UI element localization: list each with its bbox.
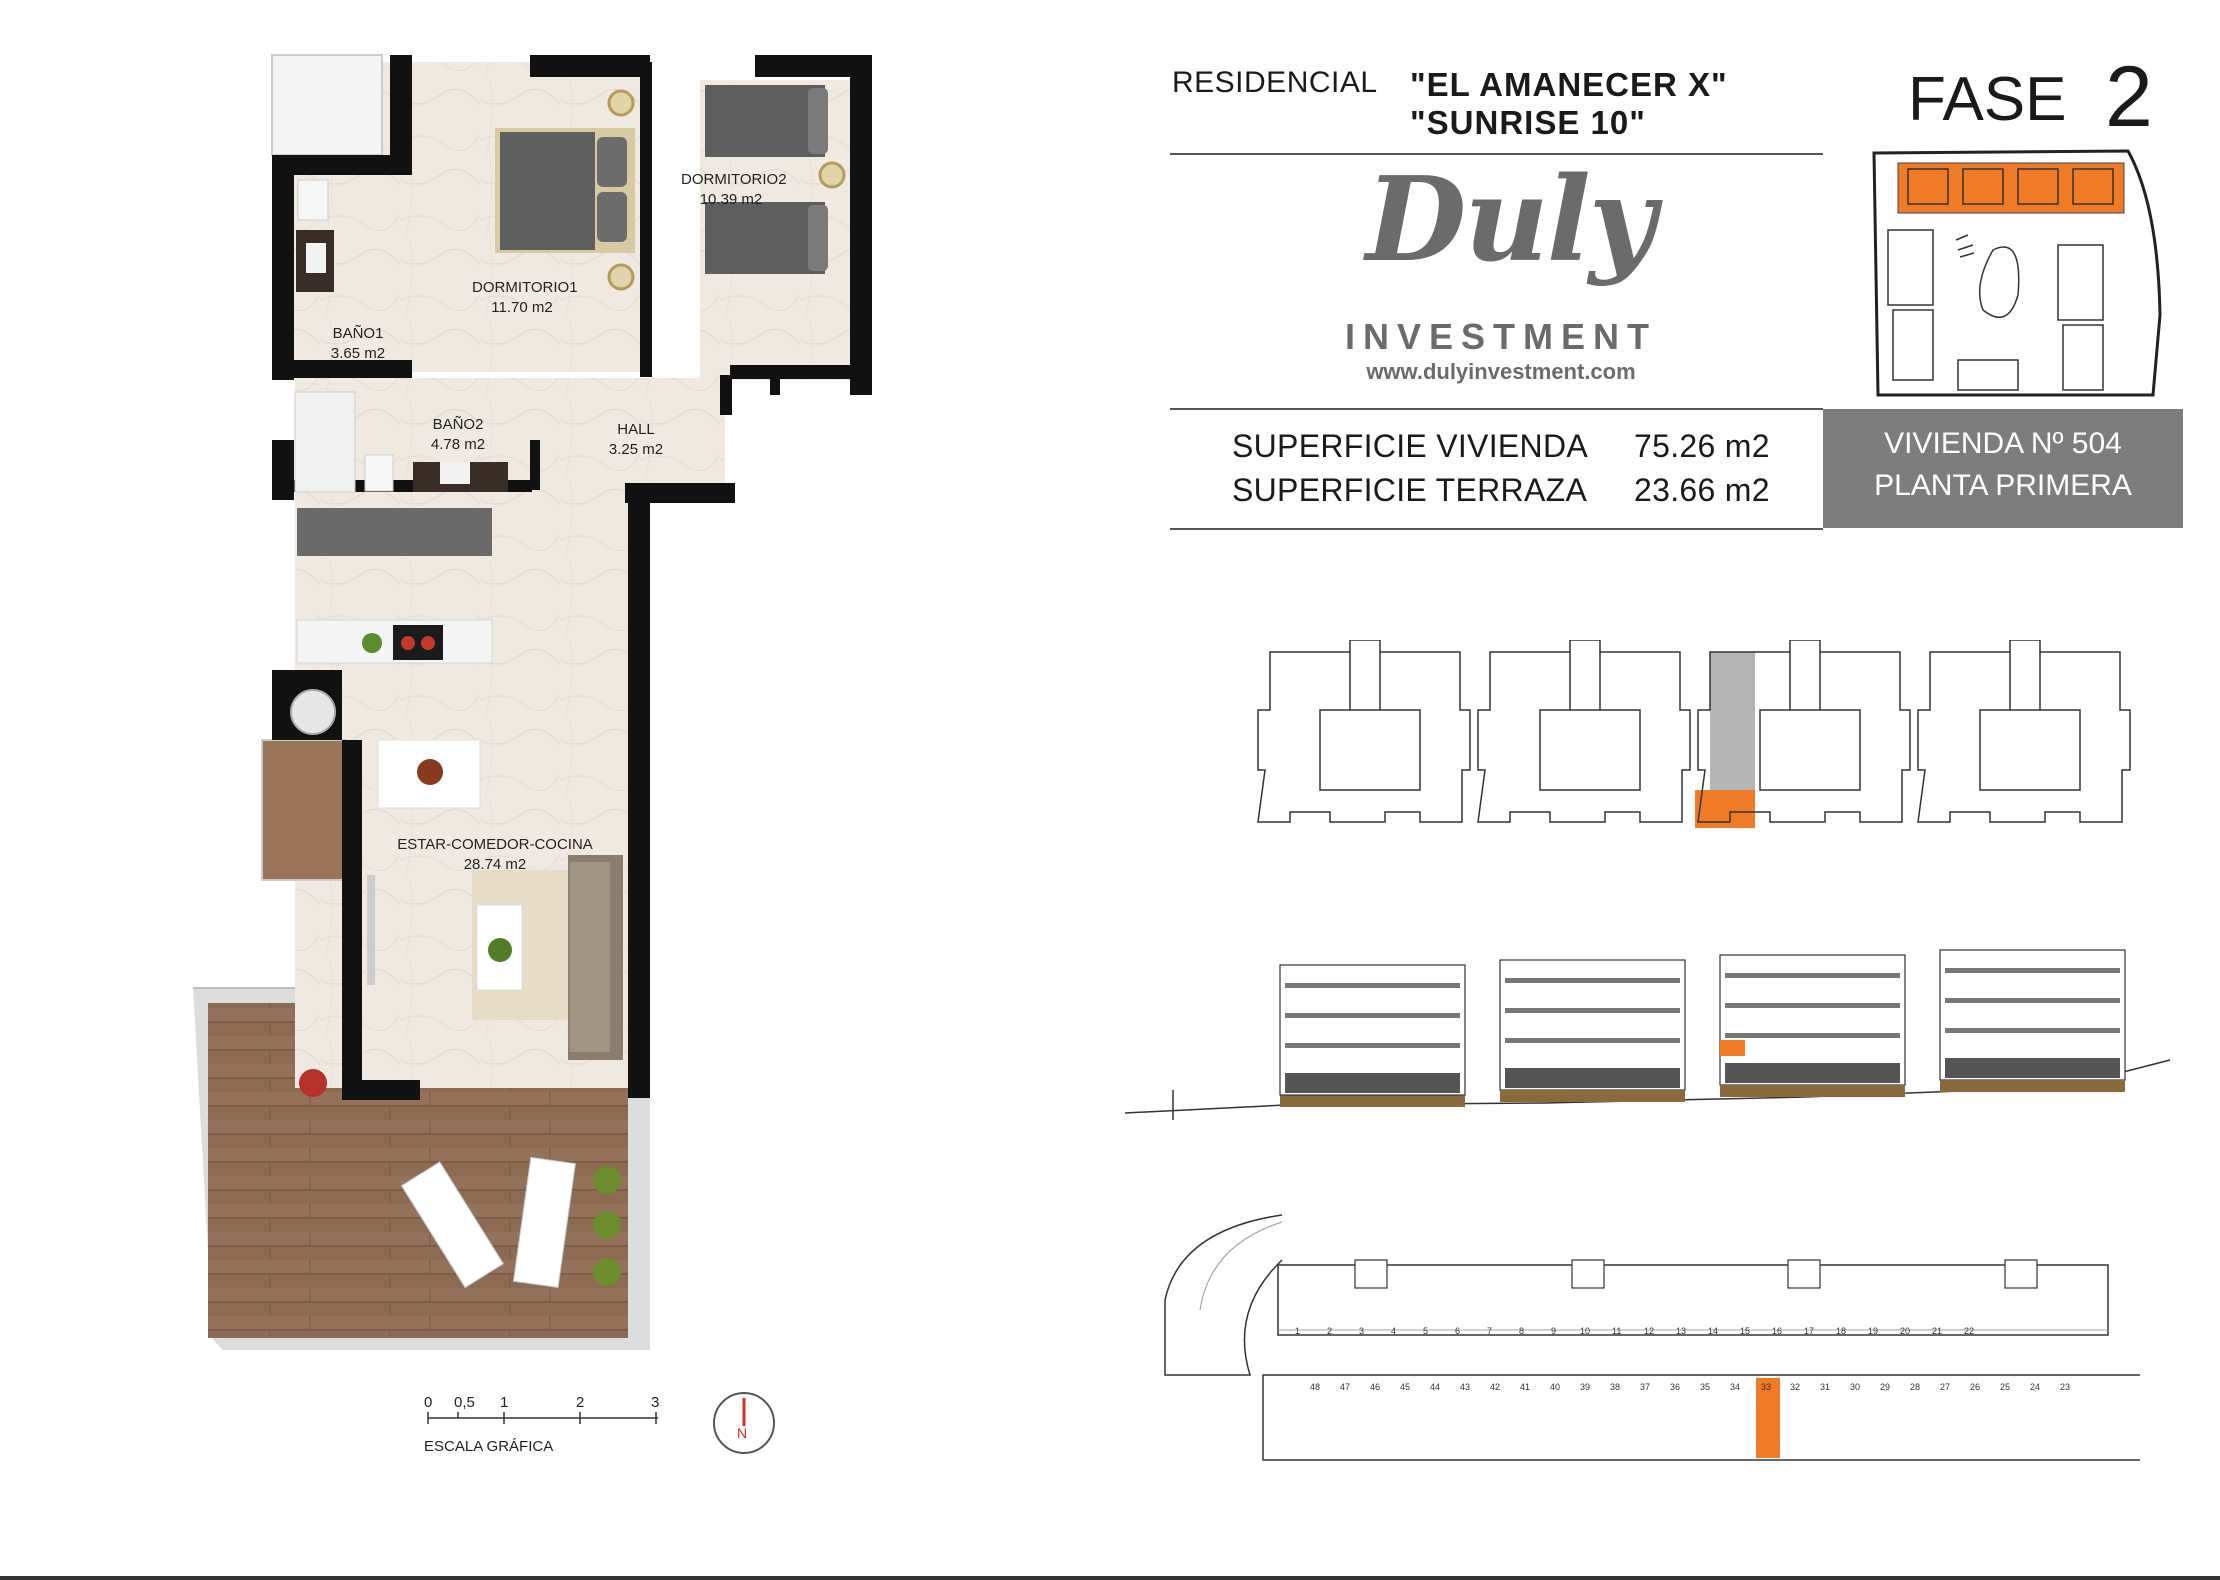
room-area: 11.70 m2 [491,299,553,316]
svg-text:14: 14 [1708,1326,1719,1336]
svg-text:13: 13 [1676,1326,1687,1336]
svg-text:28: 28 [1910,1382,1921,1392]
svg-text:35: 35 [1700,1382,1711,1392]
room-label-bano2 [418,415,498,455]
north-arrow-icon [714,1393,774,1453]
svg-text:47: 47 [1340,1382,1351,1392]
project-name-line2: "SUNRISE 10" [1410,104,1646,141]
footprint-3 [1695,640,1910,828]
svg-text:30: 30 [1850,1382,1861,1392]
fase-number: 2 [2105,49,2153,145]
svg-text:44: 44 [1430,1382,1441,1392]
svg-text:39: 39 [1580,1382,1591,1392]
page-bottom-border [0,1576,2220,1580]
room-label-estar [395,835,595,875]
svg-text:24: 24 [2030,1382,2041,1392]
scale-tick-3: 3 [651,1394,660,1411]
svg-text:41: 41 [1520,1382,1531,1392]
svg-text:32: 32 [1790,1382,1801,1392]
scale-tick-05: 0,5 [454,1394,475,1411]
superficie-terraza-value: 23.66 m2 [1634,472,1770,508]
room-area: 3.25 m2 [608,441,664,458]
svg-text:22: 22 [1964,1326,1975,1336]
svg-text:42: 42 [1490,1382,1501,1392]
duly-logo: Duly [1365,152,1655,288]
svg-text:19: 19 [1868,1326,1879,1336]
svg-text:11: 11 [1612,1326,1622,1336]
svg-text:8: 8 [1519,1326,1525,1336]
footprint-1 [1258,640,1470,822]
svg-text:9: 9 [1551,1326,1557,1336]
footprint-2 [1478,640,1690,822]
svg-text:10: 10 [1580,1326,1591,1336]
svg-text:17: 17 [1804,1326,1815,1336]
svg-text:36: 36 [1670,1382,1681,1392]
room-name: DORMITORIO1 [472,279,578,296]
room-area: 28.74 m2 [463,856,527,873]
svg-text:31: 31 [1820,1382,1831,1392]
svg-text:5: 5 [1423,1326,1429,1336]
svg-text:38: 38 [1610,1382,1621,1392]
superficie-bottom-line [1170,528,1823,530]
residencial-label: RESIDENCIAL [1172,66,1378,99]
svg-text:48: 48 [1310,1382,1321,1392]
room-name: HALL [617,421,655,438]
svg-text:18: 18 [1836,1326,1847,1336]
room-name: DORMITORIO2 [681,171,787,188]
svg-text:4: 4 [1391,1326,1397,1336]
svg-text:1: 1 [1295,1326,1301,1336]
parking-plan [1160,1210,2140,1470]
room-label-dormitorio1 [472,278,578,318]
scale-bar [428,1412,658,1424]
scale-tick-0: 0 [424,1394,433,1411]
svg-text:43: 43 [1460,1382,1471,1392]
unit-number: VIVIENDA Nº 504 [1884,427,2122,460]
svg-text:20: 20 [1900,1326,1911,1336]
scale-tick-2: 2 [576,1394,585,1411]
superficie-top-line [1170,408,1823,410]
svg-text:3: 3 [1359,1326,1365,1336]
room-name: BAÑO2 [432,416,484,433]
north-label: N [737,1425,748,1441]
room-label-bano1 [318,324,398,364]
svg-text:23: 23 [2060,1382,2071,1392]
svg-text:45: 45 [1400,1382,1411,1392]
svg-text:16: 16 [1772,1326,1783,1336]
svg-text:46: 46 [1370,1382,1381,1392]
fase-label: FASE [1908,65,2067,134]
brand-tagline: INVESTMENT [1344,316,1657,357]
svg-text:25: 25 [2000,1382,2011,1392]
room-area: 3.65 m2 [330,345,386,362]
room-label-hall [596,420,676,460]
project-name-line1: "EL AMANECER X" [1410,66,1728,103]
scale-caption: ESCALA GRÁFICA [424,1438,554,1455]
room-label-dormitorio2 [681,170,787,210]
svg-text:33: 33 [1761,1382,1772,1392]
svg-text:2: 2 [1327,1326,1333,1336]
room-name: BAÑO1 [332,325,384,342]
svg-text:7: 7 [1487,1326,1493,1336]
room-area: 4.78 m2 [430,436,486,453]
svg-text:34: 34 [1730,1382,1741,1392]
superficie-vivienda-value: 75.26 m2 [1634,428,1770,464]
svg-text:26: 26 [1970,1382,1981,1392]
room-name: ESTAR-COMEDOR-COCINA [397,836,593,853]
svg-text:12: 12 [1644,1326,1655,1336]
unit-label-box [1823,409,2183,528]
floor-plan [0,0,900,1580]
elevation-block [1280,965,1465,1107]
unit-floor: PLANTA PRIMERA [1874,469,2132,502]
scale-tick-1: 1 [500,1394,509,1411]
svg-text:21: 21 [1932,1326,1943,1336]
building-elevation [1125,925,2175,1125]
superficie-terraza-label: SUPERFICIE TERRAZA [1232,472,1588,508]
svg-text:6: 6 [1455,1326,1461,1336]
svg-text:27: 27 [1940,1382,1951,1392]
svg-text:15: 15 [1740,1326,1751,1336]
svg-text:40: 40 [1550,1382,1561,1392]
site-key-plan [1868,145,2168,400]
superficie-vivienda-label: SUPERFICIE VIVIENDA [1232,428,1588,464]
room-area: 10.39 m2 [699,191,763,208]
footprint-4 [1918,640,2130,822]
svg-text:37: 37 [1640,1382,1651,1392]
brand-website[interactable]: www.dulyinvestment.com [1366,359,1636,384]
svg-text:29: 29 [1880,1382,1891,1392]
building-footprints [1250,640,2140,840]
